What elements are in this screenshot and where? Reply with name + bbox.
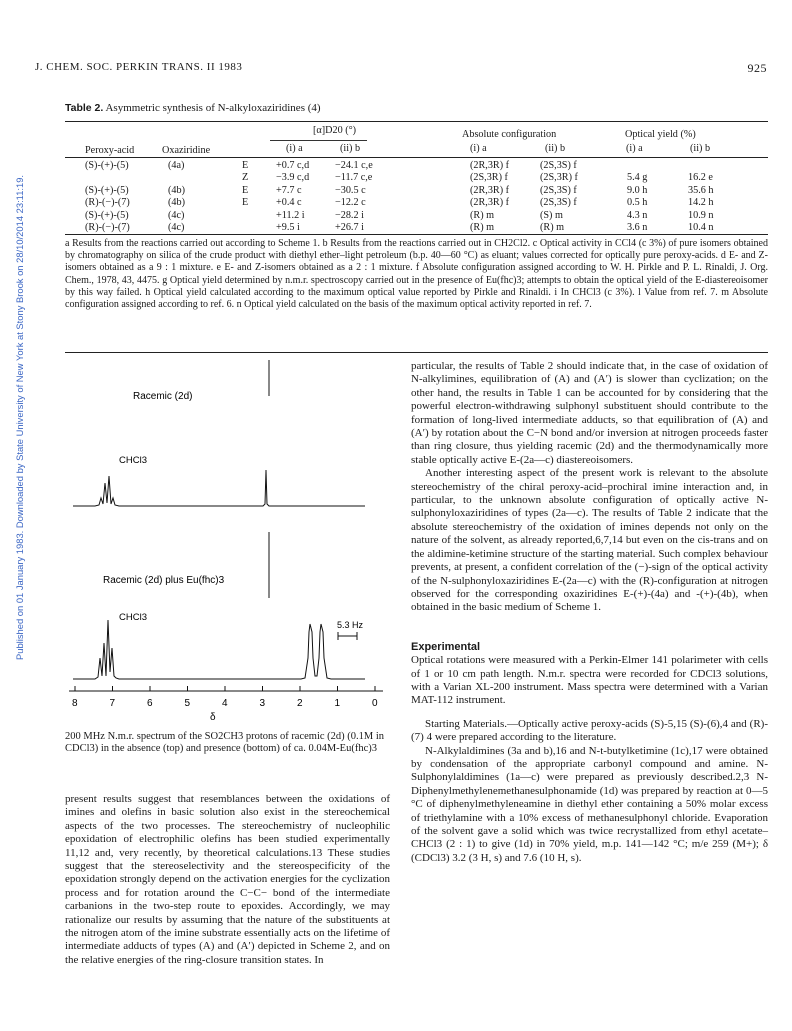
figure-caption: 200 MHz N.m.r. spectrum of the SO2CH3 protons of racemic (2d) (0.1M in CDCl3) in the absence (top) and presence (bottom) of ca. 0.04M-Eu(fhc)3 xyxy=(65,731,385,755)
x-tick-label: 1 xyxy=(334,698,341,709)
footnote-rule xyxy=(65,352,768,353)
table-cell-y2: 10.4 n xyxy=(688,222,714,233)
download-notice xyxy=(2,120,25,660)
table-cell-rot2: −24.1 c,e xyxy=(335,160,373,171)
exp-paragraph-2: Starting Materials.—Optically active peroxy-acids (S)-5,15 (S)-(6),4 and (R)-(7) 4 were prepared according to the literature. xyxy=(411,717,768,744)
table-footnotes: a Results from the reactions carried out according to Scheme 1. b Results from the reactions carried out in CH2Cl2. c Optical activity in CCl4 (c 3%) of pure isomers obtained by chromatography on silica of the crude product with diethyl ether–light petroleum (b.p. 40—60 °C) as eluant; values corrected for optically pure peroxy-acids. d E- and Z-isomers obtained as a 9 : 1 mixture. e E- and Z-isomers obtained as a 2 : 1 mixture. f Absolute configuration assigned according to W. H. Pirkle and P. L. Rinaldi, J. Org. Chem., 1978, 43, 4475. g Optical yield determined by n.m.r. spectroscopy carried out in the presence of Eu(fhc)3; attempts to obtain the optical yield of the E-diastereoisomer by this way failed. h Optical yield calculated according to the maximum optical value reported by Pirkle and Rinaldi. i In CHCl3 (c 3%). l Value from ref. 7. m Absolute configuration assigned according to ref. 6. n Optical yield calculated on the basis of the maximum optical activity reported in ref. 7. xyxy=(65,238,768,311)
spectrum-top xyxy=(73,470,365,506)
table-cell-oxaz: (4c) xyxy=(168,222,185,233)
experimental-heading: Experimental xyxy=(411,640,481,653)
x-tick-label: 3 xyxy=(259,698,266,709)
table-cell-cfg1: (R) m xyxy=(470,209,495,221)
table-caption xyxy=(65,102,321,114)
table-cell-cfg2: (2S,3S) f xyxy=(540,184,577,196)
sub-ii-cfg: (ii) b xyxy=(545,143,566,154)
table-cell-peroxy: (S)-(+)-(5) xyxy=(85,184,129,196)
x-tick-label: 8 xyxy=(72,698,78,709)
table-cell-cfg1: (2R,3R) f xyxy=(470,184,510,196)
table-cell-y1: 9.0 h xyxy=(627,184,648,196)
table-cell-iso: E xyxy=(242,184,249,196)
exp-paragraph-3: N-Alkylaldimines (3a and b),16 and N-t-butylketimine (1c),17 were obtained by condensation of the appropriate carbonyl compound and amine. N-Sulphonylaldimines (1a—c) were prepared as previously described.2,3 N-Diphenylmethylenemethanesulphonamide (1d) was prepared by reaction at 0—5 °C of diphenylmethyleneamine in diethyl ether containing a 50% molar excess of triethylamine with a 10% excess of methanesulphonyl chloride. Evaporation of the solvent gave a solid which was twice recrystallized from ethyl acetate–CHCl3 (2 : 1) to give (1d) in 70% yield, m.p. 141—142 °C; m/e 259 (M+); δ (CDCl3) 3.2 (3 H, s) and 7.6 (10 H, s). xyxy=(411,744,768,864)
table-cell-peroxy: (S)-(+)-(5) xyxy=(85,209,129,221)
exp-paragraph-1: Optical rotations were measured with a Perkin-Elmer 141 polarimeter with cells of 1 or 10 cm path length. N.m.r. spectra were recorded for CDCl3 solutions, with a Varian XL-200 instrument. Mass spectra were determined with a Varian MAT-112 instrument. xyxy=(411,654,768,707)
sub-ii-rot: (ii) b xyxy=(340,143,361,154)
x-tick-label: 5 xyxy=(184,698,191,709)
absconf-group-header: Absolute configuration xyxy=(462,129,557,140)
table-cell-y2: 10.9 n xyxy=(688,209,714,221)
label-racemic-eu: Racemic (2d) plus Eu(fhc)3 xyxy=(103,575,225,586)
table-cell-rot2: +26.7 i xyxy=(335,222,364,233)
optical-group-header: Optical yield (%) xyxy=(625,129,696,140)
table-cell-peroxy: (R)-(−)-(7) xyxy=(85,197,130,209)
table-cell-cfg2: (S) m xyxy=(540,209,563,221)
x-axis-label: δ xyxy=(210,712,216,723)
table-cell-rot1: +9.5 i xyxy=(276,222,300,233)
table-cell-oxaz: (4b) xyxy=(168,197,185,209)
table-cell-cfg1: (2S,3R) f xyxy=(470,172,508,184)
table-cell-iso: E xyxy=(242,160,249,171)
table-label: Table 2. xyxy=(65,102,104,114)
table-cell-cfg1: (2R,3R) f xyxy=(470,197,510,209)
nmr-figure xyxy=(65,358,395,728)
table-cell-y1: 5.4 g xyxy=(627,172,648,184)
table-bottom-rule xyxy=(65,234,768,235)
sub-ii-yield: (ii) b xyxy=(690,143,711,154)
label-chcl3-bottom: CHCl3 xyxy=(119,612,147,623)
table-cell-y2: 35.6 h xyxy=(688,184,714,196)
x-axis-ticks xyxy=(72,686,378,709)
x-tick-label: 6 xyxy=(147,698,153,709)
table-cell-rot2: −30.5 c xyxy=(335,184,366,196)
rotation-group-header: [α]D20 (°) xyxy=(313,125,357,136)
table-cell-rot2: −11.7 c,e xyxy=(335,172,373,184)
table-cell-y2: 16.2 e xyxy=(688,172,713,184)
table-cell-y1: 3.6 n xyxy=(627,222,648,233)
table-cell-cfg1: (2R,3R) f xyxy=(470,160,510,171)
table-cell-oxaz: (4b) xyxy=(168,184,185,196)
x-tick-label: 4 xyxy=(222,698,228,709)
table-cell-cfg1: (R) m xyxy=(470,222,495,233)
table-cell-peroxy: (R)-(−)-(7) xyxy=(85,222,130,233)
table-cell-y1: 4.3 n xyxy=(627,209,648,221)
label-racemic: Racemic (2d) xyxy=(133,391,193,402)
table-header-rule xyxy=(65,157,768,158)
table-cell-rot1: +0.7 c,d xyxy=(276,160,310,171)
left-column-text xyxy=(65,793,390,967)
table-cell-y1: 0.5 h xyxy=(627,197,648,209)
table-cell-rot2: −28.2 i xyxy=(335,209,364,221)
table-cell-iso: Z xyxy=(242,172,249,184)
right-column xyxy=(411,360,768,865)
table-cell-rot1: +7.7 c xyxy=(276,184,302,196)
table-cell-cfg2: (2S,3R) f xyxy=(540,172,578,184)
table-cell-rot1: −3.9 c,d xyxy=(276,172,310,184)
table-cell-iso: E xyxy=(242,197,249,209)
table-cell-cfg2: (R) m xyxy=(540,222,565,233)
col-peroxy-header: Peroxy-acid xyxy=(85,145,135,156)
col-oxaz-header: Oxaziridine xyxy=(162,145,211,156)
x-tick-label: 7 xyxy=(109,698,116,709)
download-notice-text: Published on 01 January 1983. Downloaded by State University of New York at Stony Brook on 28/10/2014 23:11:19. xyxy=(14,174,25,660)
table-cell-cfg2: (2S,3S) f xyxy=(540,197,577,209)
table-cell-peroxy: (S)-(+)-(5) xyxy=(85,160,129,171)
table-cell-cfg2: (2S,3S) f xyxy=(540,160,577,171)
table-top-rule xyxy=(65,121,768,122)
right-paragraph-1: particular, the results of Table 2 should indicate that, in the case of oxidation of N-alkylimines, equilibration of (A) and (A′) is slower than cyclization; on the other hand, the results in Table 1 can be accounted for by considering that the powerful electron-withdrawing sulphonyl substituent should contribute to the formation of long-lived intermediate adducts, so that equilibration of (A) and (A′) by rotation about the C−N bond and/or inversion at nitrogen proceeds faster than ring closure, thus yielding racemic (2d) and the thermodynamically more stable optically active E-(2a—c) diastereoisomers. xyxy=(411,360,768,466)
rotation-subrule xyxy=(270,140,367,141)
table-cell-oxaz: (4c) xyxy=(168,209,185,221)
table-cell-rot1: +11.2 i xyxy=(276,209,305,221)
left-paragraph: present results suggest that resemblances between the oxidations of imines and olefins in basic solution also exist in the stereochemical aspects of the two processes. The stereochemistry of nucleophilic epoxidation of electrophilic olefins has been studied experimentally 11,12 and, very recently, by theoretical calculations.13 These studies suggest that the stereoselectivity and the stereospecificity of the epoxidation strongly depend on the activation energies for the cyclization process and for rotation around the C−C− bond of the intermediate carbanions in the two-step route to epoxides. Accordingly, we may rationalize our results by assuming that the nature of the substituents at the nitrogen atom of the imine substrate essentially acts on the lifetime of intermediate adducts of types (A) and (A′) depicted in Scheme 2, and on the relative energies of the ring-closure transition states. In xyxy=(65,793,390,966)
page-number: 925 xyxy=(747,61,767,75)
sub-i-yield: (i) a xyxy=(626,143,643,154)
x-tick-label: 2 xyxy=(297,698,303,709)
table-title: Asymmetric synthesis of N-alkyloxaziridines (4) xyxy=(105,102,321,114)
table-cell-oxaz: (4a) xyxy=(168,160,185,171)
journal-name: J. CHEM. SOC. PERKIN TRANS. II 1983 xyxy=(35,61,243,73)
hz-label: 5.3 Hz xyxy=(337,620,364,630)
x-tick-label: 0 xyxy=(372,698,378,709)
right-paragraph-2: Another interesting aspect of the present work is relevant to the absolute stereochemistry of the chiral peroxy-acid–prochiral imine interaction and, in particular, to the unknown absolute configuration of optically active N-sulphonyloxaziridines of types (2a—c). The results of Table 2 indicate that the absolute stereochemistry of the oxidation of imines depends not only on the nature of the solvent, as already reported,6,7,14 but even on the cis-trans and on the aldimine-ketimine structure of the starting material. Such complex behaviour prevents, at present, a confident correlation of the (−)-sign of the optical activity of the N-sulphonyloxaziridines E-(2a—c) with the (R)-configuration at nitrogen observed for the corresponding oxaziridines E-(+)-(4a) and -(+)-(4b), when obtained in the basic medium of Scheme 1. xyxy=(411,467,768,614)
sub-i-cfg: (i) a xyxy=(470,143,487,154)
table-cell-rot1: +0.4 c xyxy=(276,197,302,209)
spectrum-bottom xyxy=(73,620,365,679)
table-cell-rot2: −12.2 c xyxy=(335,197,366,209)
label-chcl3-top: CHCl3 xyxy=(119,455,147,466)
table-cell-y2: 14.2 h xyxy=(688,197,714,209)
sub-i-rot: (i) a xyxy=(286,143,303,154)
